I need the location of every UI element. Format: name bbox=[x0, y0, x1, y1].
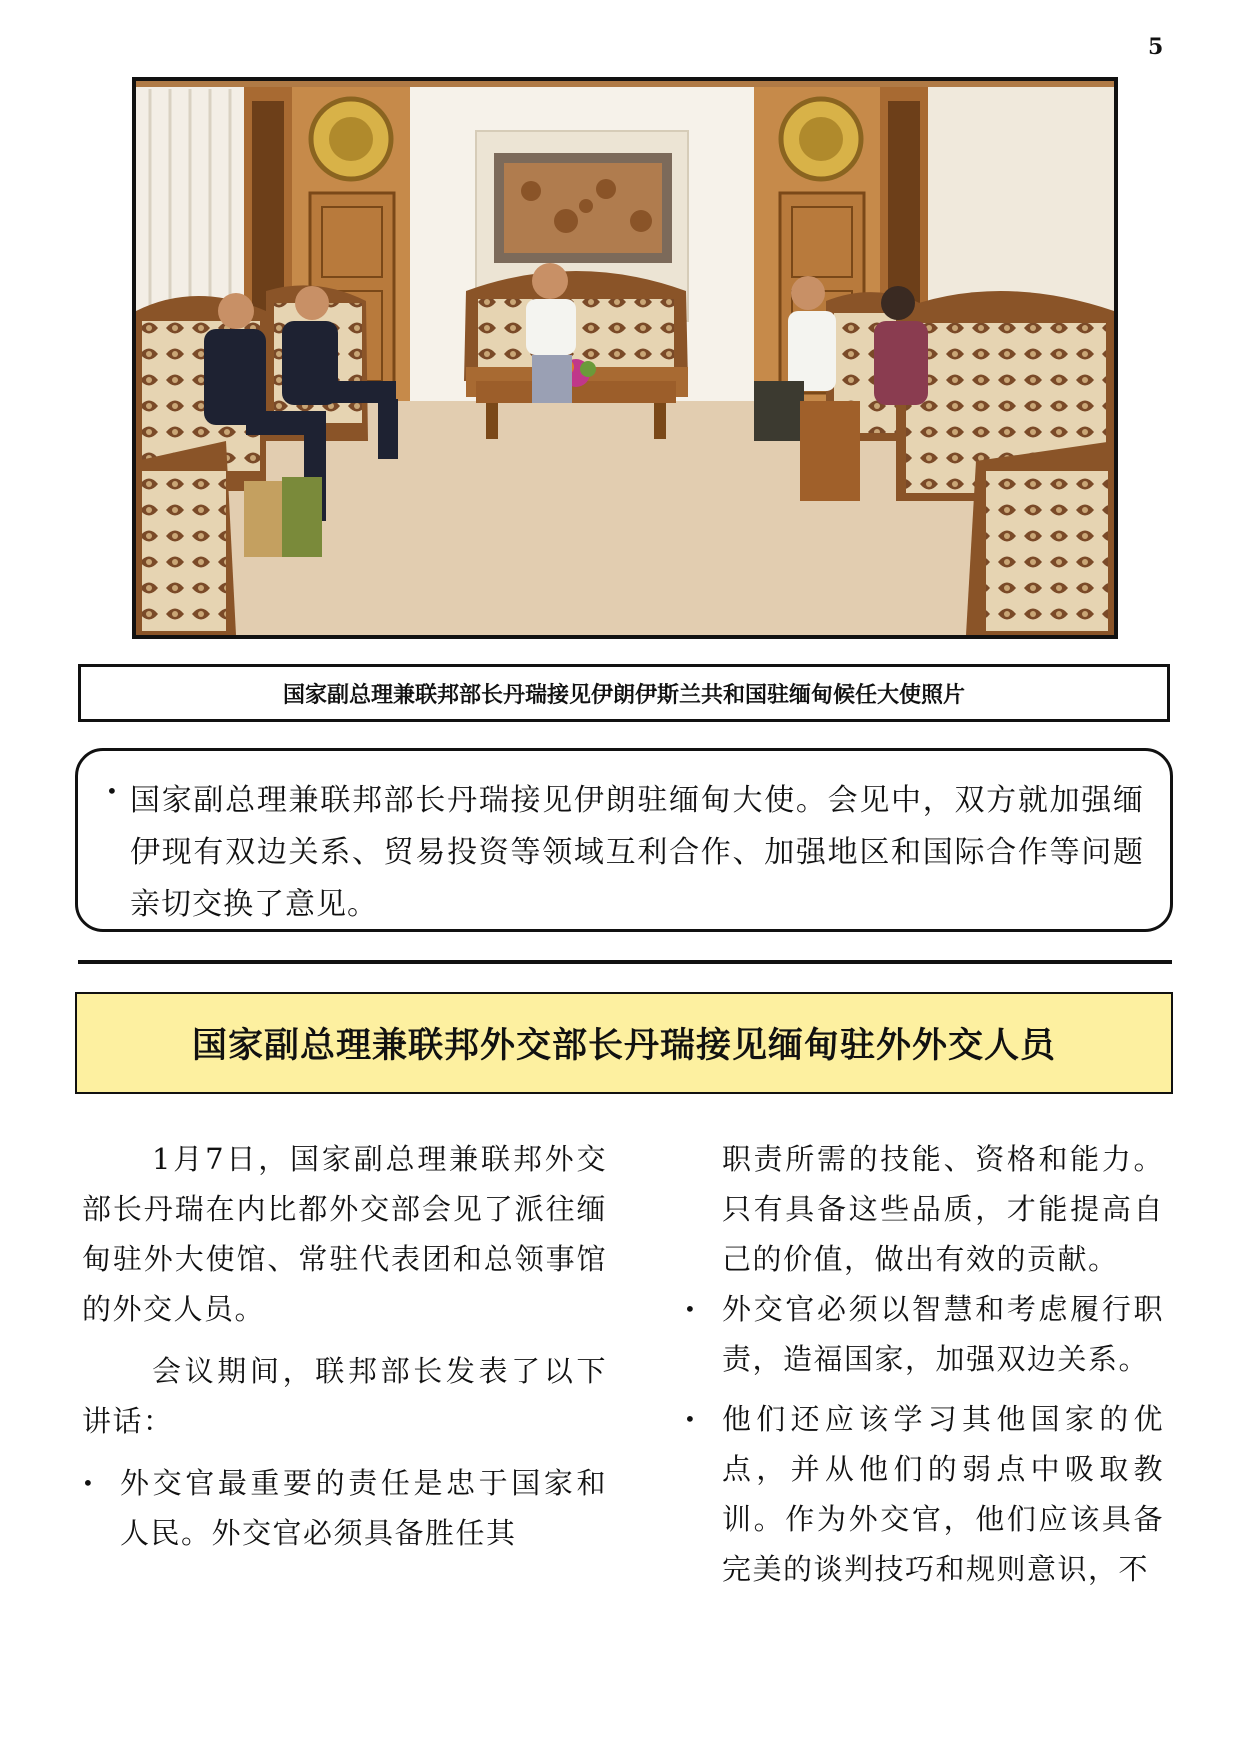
article-bullet-3-text: 他们还应该学习其他国家的优点，并从他们的弱点中吸取教训。作为外交官，他们应该具备完美的谈判技巧和规则意识，不 bbox=[722, 1402, 1164, 1586]
page-number: 5 bbox=[1148, 34, 1164, 60]
photo-caption-text: 国家副总理兼联邦部长丹瑞接见伊朗伊斯兰共和国驻缅甸候任大使照片 bbox=[282, 682, 965, 708]
photo-caption bbox=[78, 664, 1170, 722]
summary-bullet: • bbox=[106, 779, 118, 803]
article-bullet-1 bbox=[82, 1458, 607, 1558]
bullet-mark: • bbox=[684, 1297, 698, 1321]
article-paragraph-2: 会议期间，联邦部长发表了以下讲话： bbox=[82, 1354, 607, 1438]
article-bullet-3 bbox=[684, 1394, 1164, 1594]
bullet-mark: • bbox=[82, 1471, 96, 1495]
summary-text: 国家副总理兼联邦部长丹瑞接见伊朗驻缅甸大使。会见中，双方就加强缅伊现有双边关系、贸易投资等领域互利合作、加强地区和国际合作等问题亲切交换了意见。 bbox=[130, 783, 1144, 922]
article-column-left bbox=[82, 1134, 607, 1568]
meeting-photo-illustration bbox=[136, 81, 1114, 635]
bullet-mark: • bbox=[684, 1407, 698, 1431]
article-bullet-1-continued: 职责所需的技能、资格和能力。只有具备这些品质，才能提高自己的价值，做出有效的贡献。 bbox=[722, 1142, 1164, 1276]
section-divider bbox=[78, 960, 1172, 964]
article-bullet-1-text: 外交官最重要的责任是忠于国家和人民。外交官必须具备胜任其 bbox=[120, 1466, 607, 1550]
article-bullet-2-text: 外交官必须以智慧和考虑履行职责，造福国家，加强双边关系。 bbox=[722, 1292, 1164, 1376]
summary-box bbox=[75, 748, 1173, 932]
article-column-right bbox=[684, 1134, 1164, 1604]
article-title: 国家副总理兼联邦外交部长丹瑞接见缅甸驻外外交人员 bbox=[191, 1026, 1056, 1066]
meeting-photo bbox=[132, 77, 1118, 639]
article-bullet-2 bbox=[684, 1284, 1164, 1384]
article-title-box bbox=[75, 992, 1173, 1094]
article-paragraph-1: 1月7日，国家副总理兼联邦外交部长丹瑞在内比都外交部会见了派往缅甸驻外大使馆、常驻代表团和总领事馆的外交人员。 bbox=[82, 1142, 607, 1326]
